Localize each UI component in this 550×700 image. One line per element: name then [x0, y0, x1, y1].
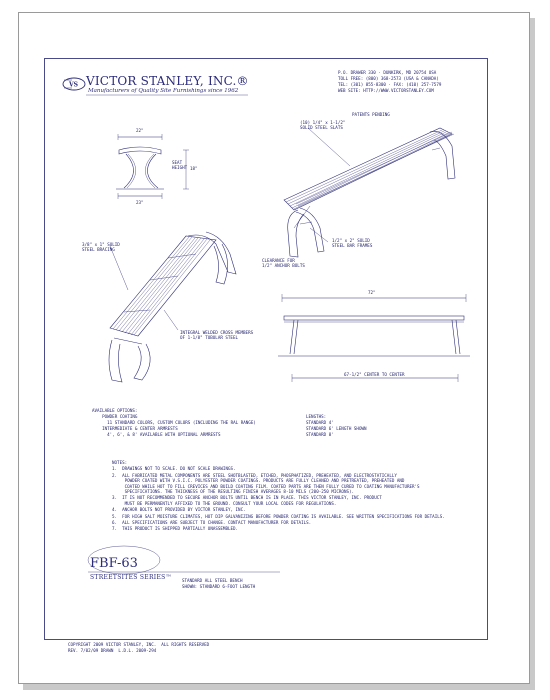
length-line: STANDARD 4': [306, 420, 334, 425]
note-line: 3. IT IS NOT RECOMMENDED TO SECURE ANCHOR BOLTS UNTIL BENCH IS IN PLACE. THIS VICTOR STANLEY, INC. PRODUCT: [112, 495, 382, 501]
clearance-callout: CLEARANCE FOR 1/2" ANCHOR BOLTS: [262, 258, 305, 269]
bar-frames-callout: 1/2" x 2" SOLID STEEL BAR FRAMES: [332, 238, 373, 249]
note-line: COATED WHILE HOT TO FILL CREVICES AND BUILD COATING FILM. COATED PARTS ARE THEN FULLY CURED TO COATING MANUFACTURER'S: [112, 483, 420, 489]
note-line: 1. DRAWINGS NOT TO SCALE. DO NOT SCALE DRAWINGS.: [112, 466, 236, 472]
option-line: 4', 6', & 8' AVAILABLE WITH OPTIONAL ARMRESTS: [92, 432, 221, 437]
note-line: 4. ANCHOR BOLTS NOT PROVIDED BY VICTOR STANLEY, INC.: [112, 507, 246, 513]
copyright: COPYRIGHT 2009 VICTOR STANLEY, INC. ALL RIGHTS RESERVED: [68, 642, 210, 647]
length-line: STANDARD 8': [306, 432, 334, 437]
note-line: MUST BE PERMANENTLY AFFIXED TO THE GROUND. CONSULT YOUR LOCAL CODES FOR REGULATIONS.: [112, 500, 337, 506]
address-line: WEB SITE: HTTP://WWW.VICTORSTANLEY.COM: [338, 88, 434, 93]
notes-heading: NOTES:: [112, 460, 128, 465]
note-line: POWDER COATED WITH V.S.I.C. POLYESTER POWDER COATINGS. PRODUCTS ARE FULLY CLEANED AND PRETREATED, PREHEATED AND: [112, 478, 405, 484]
option-line: 11 STANDARD COLORS, CUSTOM COLORS (INCLUDING THE RAL RANGE): [92, 420, 256, 425]
center-to-center-dimension: 67-1/2" CENTER TO CENTER: [344, 372, 405, 377]
logo-text: VS: [69, 81, 78, 89]
note-line: 6. ALL SPECIFICATIONS ARE SUBJECT TO CHANGE. CONTACT MANUFACTURER FOR DETAILS.: [112, 520, 312, 526]
base-width-dimension: 23": [136, 200, 144, 205]
model-number: FBF-63: [90, 556, 138, 571]
note-line: 5. FOR HIGH SALT MOISTURE CLIMATES, HOT DIP GALVANIZING BEFORE POWDER COATING IS AVAILABLE. SEE WRITTEN SPECIFICATIONS FOR DETAILS.: [112, 513, 445, 519]
options-heading: AVAILABLE OPTIONS:: [92, 408, 138, 413]
address-line: TOLL FREE: (800) 368-2573 (USA & CANADA): [338, 76, 439, 81]
option-line: POWDER COATING: [92, 414, 138, 419]
product-description: STANDARD ALL STEEL BENCH: [182, 578, 243, 583]
patents-callout: PATENTS PENDING: [352, 112, 390, 117]
note-line: 2. ALL FABRICATED METAL COMPONENTS ARE STEEL SHOTBLASTED, ETCHED, PHOSPHATIZED, PREHEATED, AND ELECTROSTATICALLY: [112, 472, 397, 478]
cross-members-callout: INTEGRAL WELDED CROSS MEMBERS OF 1-1/8" TUBULAR STEEL: [180, 330, 254, 341]
top-width-dimension: 22": [136, 128, 144, 133]
revision-info: REV. 7/02/09 DRAWN L.D.L. 2009-294: [68, 648, 157, 653]
address-line: TEL: (301) 855-8300 · FAX: (410) 257-7579: [338, 82, 442, 87]
slats-callout: (10) 1/4" x 1-1/2" SOLID STEEL SLATS: [300, 120, 346, 131]
series-name: STREETSITES SERIES™: [90, 574, 172, 581]
bracing-callout: 3/8" x 1" SOLID STEEL BRACING: [82, 242, 120, 253]
note-line: SPECIFICATIONS. THE THICKNESS OF THE RESULTING FINISH AVERAGES 8-10 MILS (200-250 MICRONS).: [112, 489, 355, 495]
seat-height-value: 18": [190, 166, 198, 171]
seat-height-label: SEAT HEIGHT: [172, 160, 188, 171]
company-tagline: Manufacturers of Quality Site Furnishings since 1962: [88, 88, 239, 94]
note-line: 7. THIS PRODUCT IS SHIPPED PARTIALLY UNASSEMBLED.: [112, 526, 239, 532]
front-elevation: [278, 294, 470, 382]
address-line: P.O. DRAWER 330 · DUNKIRK, MD 20754 USA: [338, 70, 437, 75]
overall-length-dimension: 72": [368, 290, 376, 295]
lengths-heading: LENGTHS:: [306, 414, 327, 419]
company-name: VICTOR STANLEY, INC.®: [86, 74, 249, 88]
option-line: INTERMEDIATE & CENTER ARMRESTS: [92, 426, 178, 431]
length-line: STANDARD 6' LENGTH SHOWN: [306, 426, 367, 431]
product-description: SHOWN: STANDARD 6-FOOT LENGTH: [182, 584, 256, 589]
perspective-view-left: [109, 232, 236, 382]
notes: [112, 460, 482, 532]
